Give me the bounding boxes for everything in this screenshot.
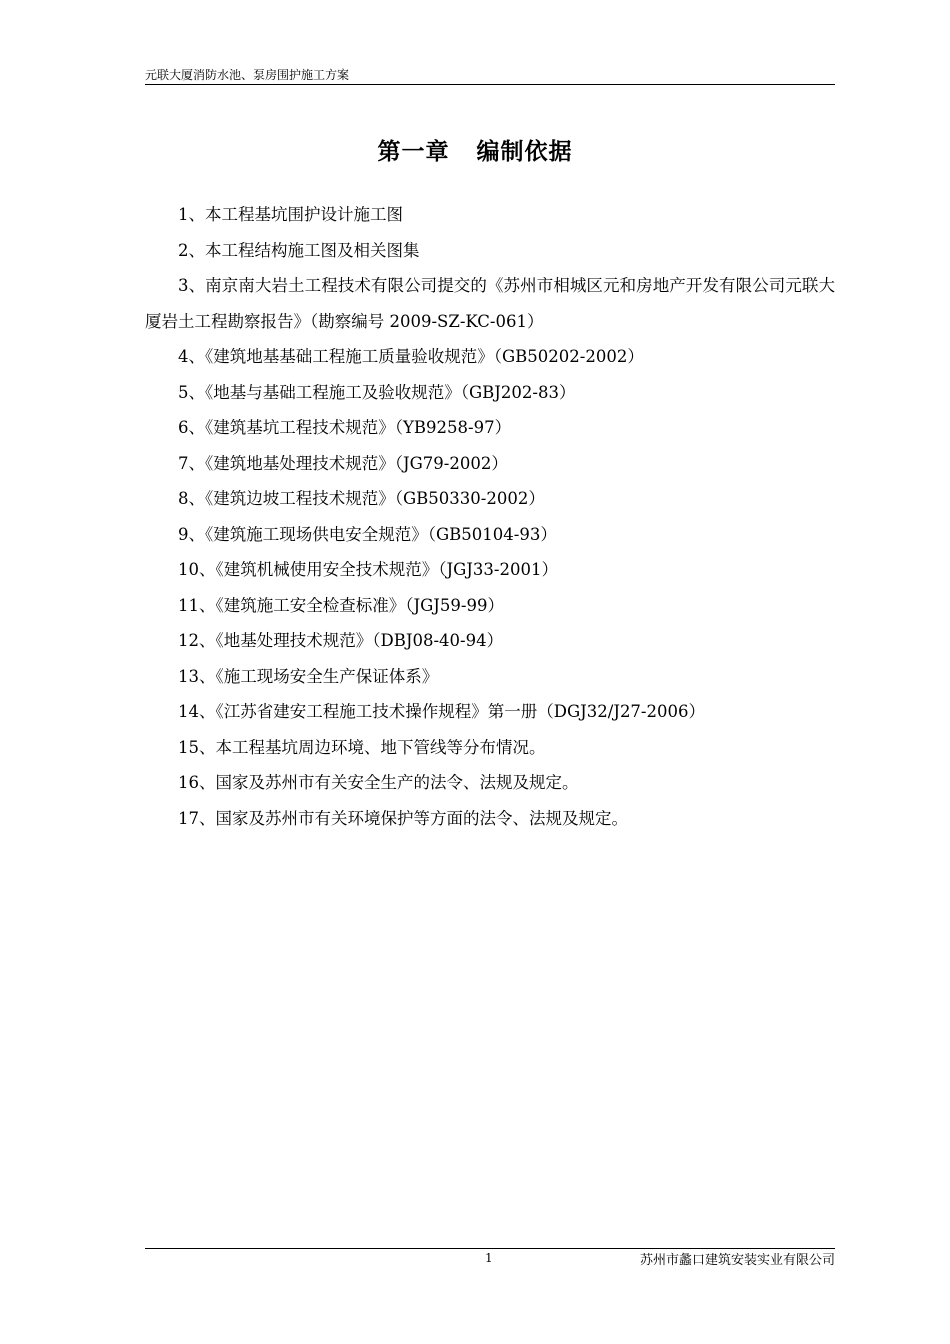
list-item: 4、《建筑地基基础工程施工质量验收规范》（GB50202-2002） xyxy=(178,347,644,366)
list-item: 3、南京南大岩土工程技术有限公司提交的《苏州市相城区元和房地产开发有限公司元联大厦岩土工程勘察报告》（勘察编号 2009-SZ-KC-061） xyxy=(145,276,835,331)
list-item: 11、《建筑施工安全检查标准》（JGJ59-99） xyxy=(178,595,504,615)
list-item: 12、《地基处理技术规范》（DBJ08-40-94） xyxy=(178,631,504,650)
list-item: 13、《施工现场安全生产保证体系》 xyxy=(178,666,439,686)
list-item: 7、《建筑地基处理技术规范》（JG79-2002） xyxy=(178,453,508,473)
chapter-title: 第一章 编制依据 xyxy=(377,138,573,165)
basis-list xyxy=(145,197,835,836)
footer-company: 苏州市蠡口建筑安装实业有限公司 xyxy=(639,1253,835,1268)
list-item: 8、《建筑边坡工程技术规范》（GB50330-2002） xyxy=(178,489,545,508)
list-item: 2、本工程结构施工图及相关图集 xyxy=(178,240,420,260)
page-number: 1 xyxy=(485,1251,493,1265)
list-item: 5、《地基与基础工程施工及验收规范》（GBJ202-83） xyxy=(178,382,576,402)
list-item: 14、《江苏省建安工程施工技术操作规程》第一册（DGJ32/J27-2006） xyxy=(178,702,706,721)
list-item: 16、国家及苏州市有关安全生产的法令、法规及规定。 xyxy=(178,773,579,792)
list-item: 15、本工程基坑周边环境、地下管线等分布情况。 xyxy=(178,737,546,757)
page-header: 元联大厦消防水池、泵房围护施工方案 xyxy=(145,68,350,82)
list-item: 1、本工程基坑围护设计施工图 xyxy=(178,205,403,224)
header-rule xyxy=(145,84,835,85)
list-item: 6、《建筑基坑工程技术规范》（YB9258-97） xyxy=(178,418,512,437)
list-item: 10、《建筑机械使用安全技术规范》（JGJ33-2001） xyxy=(178,560,558,579)
list-item: 17、国家及苏州市有关环境保护等方面的法令、法规及规定。 xyxy=(178,808,628,828)
list-item: 9、《建筑施工现场供电安全规范》（GB50104-93） xyxy=(178,524,557,544)
